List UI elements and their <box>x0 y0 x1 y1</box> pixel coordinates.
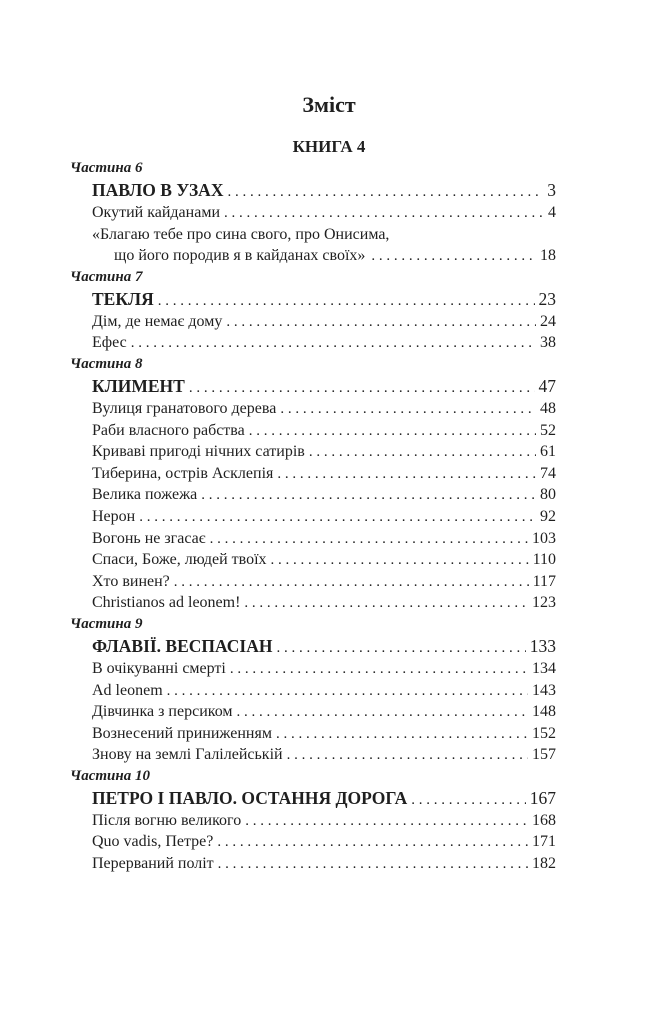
leader-dots <box>287 745 528 767</box>
toc-entry[interactable] <box>92 810 556 832</box>
toc-entry[interactable] <box>92 311 556 333</box>
toc-main-entry[interactable] <box>92 178 556 202</box>
entry-page: 52 <box>540 421 556 439</box>
entry-title: Christianos ad leonem! <box>92 594 241 612</box>
leader-dots <box>224 203 544 225</box>
toc-entry[interactable] <box>92 831 556 853</box>
toc-entry[interactable] <box>92 701 556 723</box>
entry-title: Quo vadis, Петре? <box>92 833 214 851</box>
leader-dots <box>201 485 536 507</box>
entry-title: Тиберина, острів Асклепія <box>92 464 274 482</box>
leader-dots <box>245 811 528 833</box>
part-label: Частина 10 <box>70 767 150 784</box>
leader-dots <box>371 246 534 268</box>
entry-title: Спаси, Боже, людей твоїх <box>92 551 267 569</box>
leader-dots <box>210 529 528 551</box>
entry-title: Хто винен? <box>92 572 170 590</box>
toc-entry[interactable] <box>92 506 556 528</box>
entry-page: 48 <box>540 399 556 417</box>
entry-page: 167 <box>529 787 556 808</box>
part-label: Частина 8 <box>70 355 143 372</box>
entry-page: 38 <box>540 334 556 352</box>
leader-dots <box>226 312 536 334</box>
toc-entry[interactable] <box>92 441 556 463</box>
toc-main-entry[interactable] <box>92 634 556 658</box>
leader-dots <box>139 507 536 529</box>
entry-page: 3 <box>547 180 556 200</box>
toc-main-entry[interactable] <box>92 374 556 398</box>
entry-page: 47 <box>538 375 556 396</box>
leader-dots <box>230 659 528 681</box>
toc-entry[interactable] <box>92 420 556 442</box>
entry-page: 110 <box>532 551 556 569</box>
toc-entry[interactable] <box>92 484 556 506</box>
toc-entry[interactable] <box>92 549 556 571</box>
leader-dots <box>277 464 536 486</box>
entry-title: ФЛАВІЇ. ВЕСПАСІАН <box>92 635 273 656</box>
entry-title: Окутий кайданами <box>92 204 221 221</box>
entry-title: КЛИМЕНТ <box>92 375 185 396</box>
part-label: Частина 6 <box>70 160 143 176</box>
entry-title: Після вогню великого <box>92 811 242 829</box>
leader-dots <box>271 550 529 572</box>
entry-title: Перерваний політ <box>92 855 214 873</box>
leader-dots <box>227 180 543 204</box>
toc-entry[interactable] <box>92 332 556 354</box>
toc-entry[interactable] <box>92 680 556 702</box>
toc-entry[interactable] <box>92 463 556 485</box>
entry-page: 168 <box>532 811 556 829</box>
leader-dots <box>217 832 528 854</box>
leader-dots <box>280 399 536 421</box>
entry-page: 92 <box>540 507 556 525</box>
toc-main-entry[interactable] <box>92 786 556 810</box>
entry-title: Дім, де немає дому <box>92 312 223 330</box>
leader-dots <box>309 442 536 464</box>
part-label: Частина 7 <box>70 268 143 285</box>
entry-title: ПЕТРО І ПАВЛО. ОСТАННЯ ДОРОГА <box>92 787 408 808</box>
entry-title: Вогонь не згасає <box>92 529 206 547</box>
leader-dots <box>277 636 526 660</box>
entry-page: 74 <box>540 464 556 482</box>
entry-title: Ad leonem <box>92 681 163 699</box>
page-title: Зміст <box>302 92 356 117</box>
entry-page: 152 <box>532 724 556 742</box>
entry-page: 171 <box>532 833 556 851</box>
entry-title-line2: що його породив я в кайданах своїх» <box>114 247 366 265</box>
toc-entry[interactable] <box>92 592 556 614</box>
toc-entry[interactable] <box>92 202 556 224</box>
entry-title: Вознесений приниженням <box>92 724 272 742</box>
entry-title: Раби власного рабства <box>92 421 245 439</box>
toc-entry[interactable] <box>92 224 556 267</box>
leader-dots <box>276 724 528 746</box>
entry-page: 80 <box>540 486 556 504</box>
leader-dots <box>218 854 528 876</box>
table-of-contents <box>70 158 556 875</box>
entry-title: ПАВЛО В УЗАХ <box>92 180 224 200</box>
leader-dots <box>411 788 526 812</box>
toc-entry[interactable] <box>92 658 556 680</box>
leader-dots <box>249 421 536 443</box>
entry-title: Нерон <box>92 507 136 525</box>
entry-title: Ефес <box>92 334 127 352</box>
entry-title: Знову на землі Галілейській <box>92 746 283 764</box>
entry-page: 18 <box>540 247 556 265</box>
toc-entry[interactable] <box>92 571 556 593</box>
book-heading: КНИГА 4 <box>292 137 366 156</box>
leader-dots <box>189 376 535 400</box>
leader-dots <box>131 333 536 355</box>
leader-dots <box>167 681 528 703</box>
toc-main-entry[interactable] <box>92 287 556 311</box>
entry-title: Вулиця гранатового дерева <box>92 399 277 417</box>
entry-title: Дівчинка з персиком <box>92 703 233 721</box>
entry-page: 61 <box>540 443 556 461</box>
leader-dots <box>174 572 529 594</box>
part-label: Частина 9 <box>70 615 143 632</box>
entry-page: 117 <box>532 572 556 590</box>
entry-title: Велика пожежа <box>92 486 198 504</box>
entry-title: В очікуванні смерті <box>92 659 226 677</box>
entry-page: 157 <box>532 746 556 764</box>
entry-page: 134 <box>532 659 556 677</box>
entry-page: 143 <box>532 681 556 699</box>
toc-entry[interactable] <box>92 723 556 745</box>
toc-entry[interactable] <box>92 853 556 875</box>
leader-dots <box>244 593 528 615</box>
leader-dots <box>158 289 535 313</box>
entry-page: 123 <box>532 594 556 612</box>
toc-entry[interactable] <box>92 398 556 420</box>
entry-page: 182 <box>532 855 556 873</box>
entry-page: 23 <box>538 288 556 309</box>
entry-page: 148 <box>532 703 556 721</box>
entry-page: 4 <box>548 204 556 221</box>
entry-page: 24 <box>540 312 556 330</box>
toc-entry[interactable] <box>92 528 556 550</box>
toc-entry[interactable] <box>92 744 556 766</box>
leader-dots <box>237 702 528 724</box>
entry-title-line1: «Благаю тебе про сина свого, про Онисима, <box>92 225 390 243</box>
entry-page: 103 <box>532 529 556 547</box>
entry-title: Криваві пригоді нічних сатирів <box>92 443 305 461</box>
entry-title: ТЕКЛЯ <box>92 288 154 309</box>
entry-page: 133 <box>529 635 556 656</box>
